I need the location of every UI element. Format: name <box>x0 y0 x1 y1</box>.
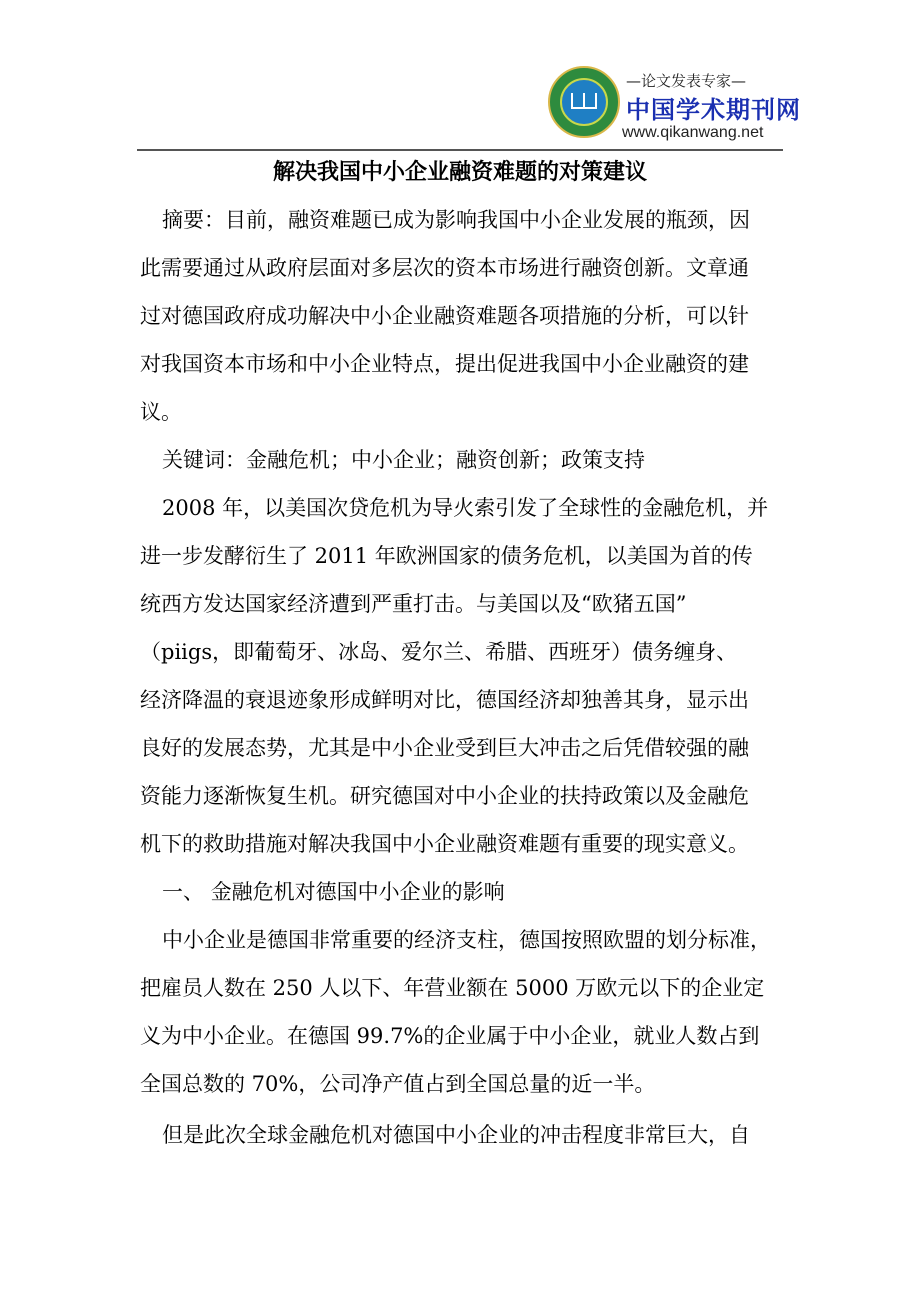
text-line: 义为中小企业。在德国 99.7%的企业属于中小企业，就业人数占到 <box>140 1024 760 1048</box>
text-line: 议。 <box>140 400 182 424</box>
logo-slogan: —论文发表专家— <box>626 72 747 90</box>
open-book-icon <box>571 93 597 109</box>
seal-icon <box>548 66 620 138</box>
text-line: 2008 年，以美国次贷危机为导火索引发了全球性的金融危机，并 <box>162 496 769 520</box>
qikanwang-logo <box>546 62 801 148</box>
text-line: 过对德国政府成功解决中小企业融资难题各项措施的分析，可以针 <box>140 304 749 328</box>
text-line: 统西方发达国家经济遭到严重打击。与美国以及“欧猪五国” <box>140 592 687 616</box>
text-line: 此需要通过从政府层面对多层次的资本市场进行融资创新。文章通 <box>140 256 749 280</box>
text-line: 进一步发酵衍生了 2011 年欧洲国家的债务危机，以美国为首的传 <box>140 544 753 568</box>
document-title: 解决我国中小企业融资难题的对策建议 <box>272 160 647 185</box>
text-line: （piigs，即葡萄牙、冰岛、爱尔兰、希腊、西班牙）债务缠身、 <box>140 640 738 664</box>
text-line: 机下的救助措施对解决我国中小企业融资难题有重要的现实意义。 <box>140 832 749 856</box>
text-line: 把雇员人数在 250 人以下、年营业额在 5000 万欧元以下的企业定 <box>140 976 765 1000</box>
text-line: 资能力逐渐恢复生机。研究德国对中小企业的扶持政策以及金融危 <box>140 784 749 808</box>
text-line: 关键词：金融危机；中小企业；融资创新；政策支持 <box>162 448 645 472</box>
text-line: 中小企业是德国非常重要的经济支柱，德国按照欧盟的划分标准， <box>162 928 771 952</box>
document-body <box>140 196 780 1159</box>
text-line: 但是此次全球金融危机对德国中小企业的冲击程度非常巨大，自 <box>162 1123 750 1147</box>
text-line: 良好的发展态势，尤其是中小企业受到巨大冲击之后凭借较强的融 <box>140 736 749 760</box>
logo-brand: 中国学术期刊网 <box>626 96 801 124</box>
text-line: 一、 金融危机对德国中小企业的影响 <box>162 880 505 904</box>
text-line: 对我国资本市场和中小企业特点，提出促进我国中小企业融资的建 <box>140 352 749 376</box>
logo-url: www.qikanwang.net <box>622 124 764 141</box>
text-line: 全国总数的 70%，公司净产值占到全国总量的近一半。 <box>140 1072 656 1096</box>
text-line: 摘要：目前，融资难题已成为影响我国中小企业发展的瓶颈，因 <box>162 208 750 232</box>
text-line: 经济降温的衰退迹象形成鲜明对比，德国经济却独善其身，显示出 <box>140 688 749 712</box>
